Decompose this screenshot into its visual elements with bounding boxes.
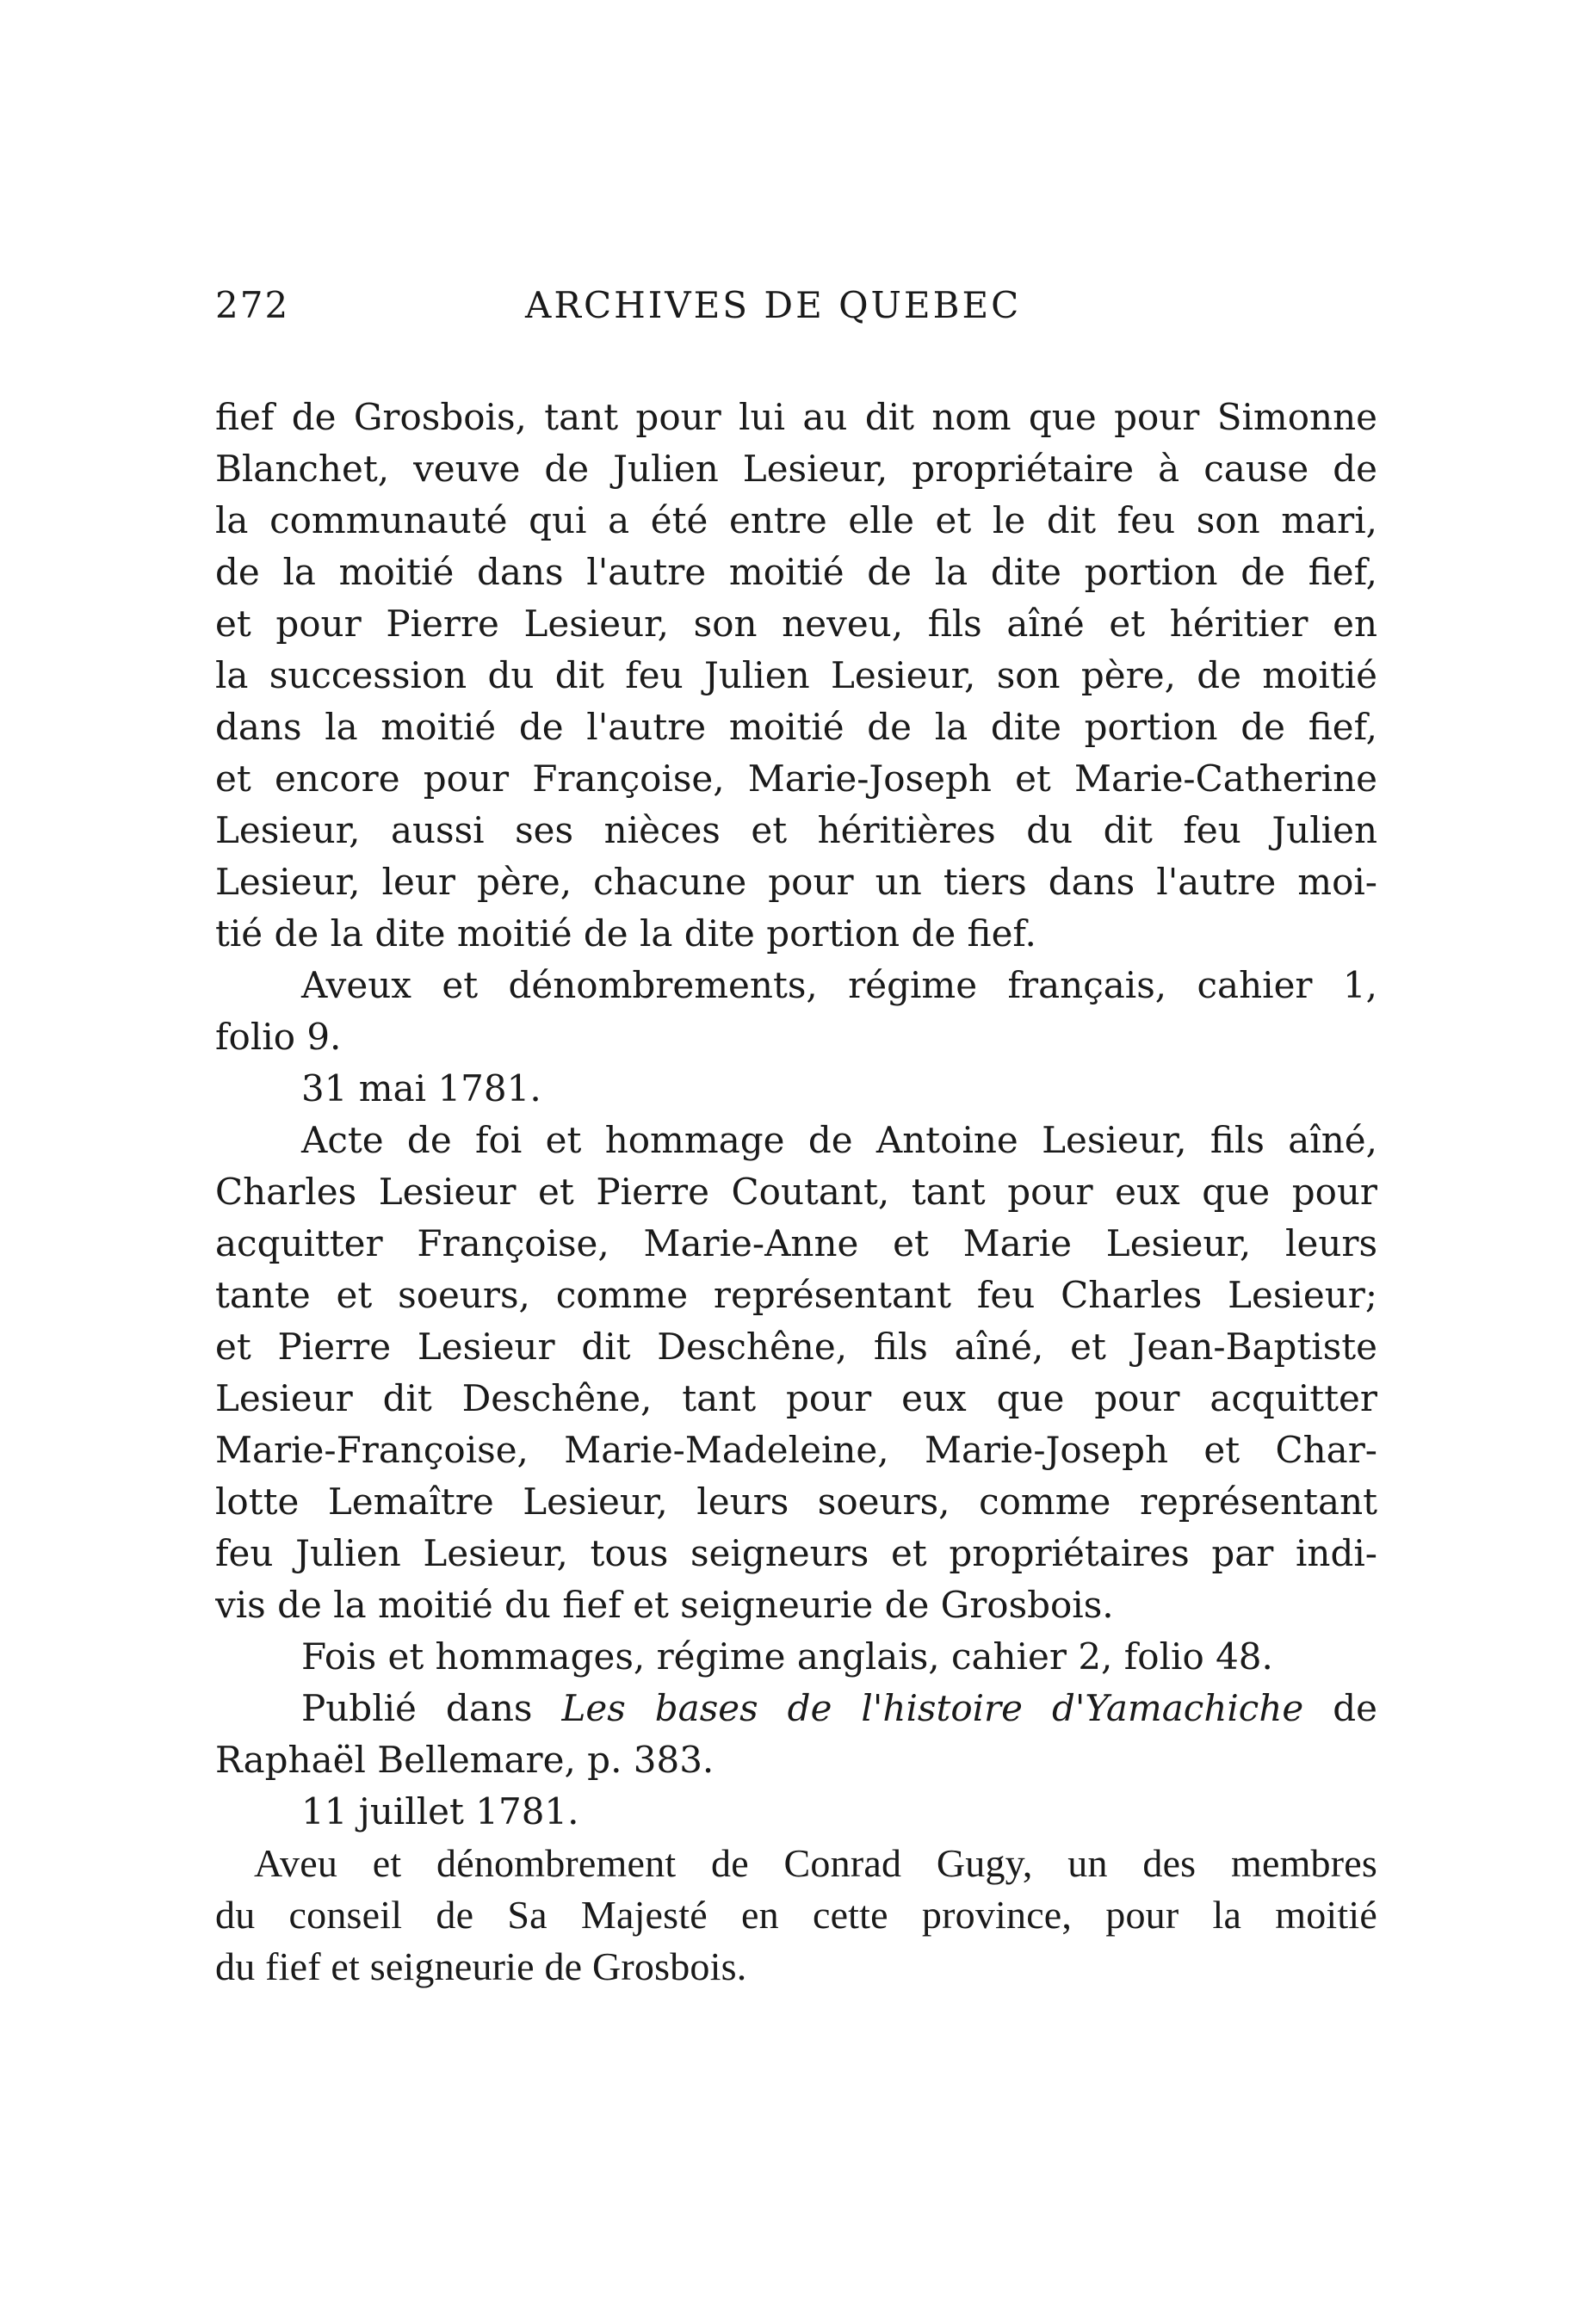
entry-date: 11 juillet 1781.: [301, 1790, 579, 1833]
text-line: Marie-Françoise, Marie-Madeleine, Marie-Joseph et Char-: [215, 1429, 1377, 1471]
text-line: Aveux et dénombrements, régime français, cahier 1,: [301, 964, 1377, 1006]
text-line: et Pierre Lesieur dit Deschêne, fils aîné, et Jean-Baptiste: [215, 1326, 1377, 1368]
text-line: Lesieur, aussi ses nièces et héritières du dit feu Julien: [215, 809, 1377, 851]
text-line: Lesieur, leur père, chacune pour un tiers dans l'autre moi-: [215, 861, 1377, 903]
entry-date: 31 mai 1781.: [301, 1067, 541, 1109]
text-line: Aveu et dénombrement de Conrad Gugy, un des membres: [254, 1841, 1377, 1885]
text-line: la communauté qui a été entre elle et le dit feu son mari,: [215, 499, 1377, 541]
publication-prefix: Publié dans: [301, 1687, 562, 1729]
text-line: folio 9.: [215, 1016, 342, 1058]
text-line: Raphaël Bellemare, p. 383.: [215, 1739, 715, 1781]
text-line: vis de la moitié du fief et seigneurie de Grosbois.: [215, 1584, 1114, 1626]
text-line: Charles Lesieur et Pierre Coutant, tant pour eux que pour: [215, 1171, 1377, 1213]
reference-aveux: [215, 960, 1377, 1063]
text-line: fief de Grosbois, tant pour lui au dit nom que pour Simonne: [215, 396, 1377, 438]
text-line: du fief et seigneurie de Grosbois.: [215, 1944, 747, 1988]
running-title: ARCHIVES DE QUEBEC: [525, 284, 1022, 326]
page-body: [215, 392, 1377, 1993]
text-line: feu Julien Lesieur, tous seigneurs et propriétaires par indi-: [215, 1532, 1377, 1574]
text-line: tié de la dite moitié de la dite portion de fief.: [215, 912, 1036, 955]
page-header: [215, 284, 1377, 344]
text-line: Lesieur dit Deschêne, tant pour eux que pour acquitter: [215, 1377, 1377, 1419]
text-line: Blanchet, veuve de Julien Lesieur, propriétaire à cause de: [215, 448, 1377, 490]
text-line: tante et soeurs, comme représentant feu Charles Lesieur;: [215, 1274, 1377, 1316]
publication-reference: [215, 1683, 1377, 1786]
publication-title: Les bases de l'histoire d'Yamachiche: [561, 1687, 1304, 1729]
text-line: lotte Lemaître Lesieur, leurs soeurs, comme représentant: [215, 1480, 1377, 1523]
text-line: [215, 1683, 1377, 1734]
paragraph-foi-hommage: [215, 1115, 1377, 1631]
text-line: du conseil de Sa Majesté en cette province, pour la moitié: [215, 1893, 1377, 1937]
text-line: et encore pour Françoise, Marie-Joseph et Marie-Catherine: [215, 757, 1377, 800]
text-line: dans la moitié de l'autre moitié de la dite portion de fief,: [215, 706, 1377, 748]
page-number: 272: [215, 284, 290, 326]
paragraph-fief-portion: [215, 392, 1377, 960]
text-line: acquitter Françoise, Marie-Anne et Marie Lesieur, leurs: [215, 1222, 1377, 1264]
publication-suffix: de: [1303, 1687, 1377, 1729]
text-line: et pour Pierre Lesieur, son neveu, fils aîné et héritier en: [215, 603, 1377, 645]
reference-fois-hommages: Fois et hommages, régime anglais, cahier 2, folio 48.: [301, 1635, 1273, 1678]
paragraph-aveu-gugy: [215, 1838, 1377, 1993]
text-line: de la moitié dans l'autre moitié de la dite portion de fief,: [215, 551, 1377, 593]
text-line: la succession du dit feu Julien Lesieur, son père, de moitié: [215, 654, 1377, 696]
text-line: Acte de foi et hommage de Antoine Lesieur, fils aîné,: [301, 1119, 1377, 1161]
